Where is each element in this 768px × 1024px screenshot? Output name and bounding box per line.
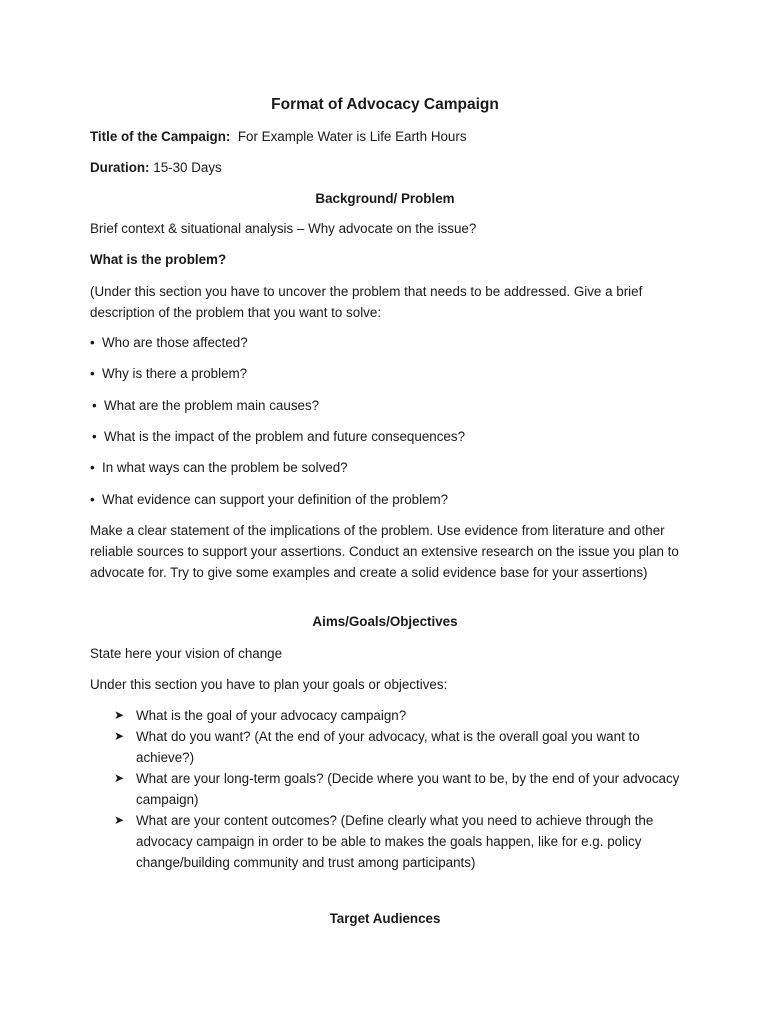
bullet-dot-icon: • [90, 335, 95, 350]
campaign-title-label: Title of the Campaign: [90, 129, 231, 144]
goals-list [114, 705, 680, 873]
what-is-problem-heading: What is the problem? [90, 252, 227, 267]
problem-bullet: • Why is there a problem? [90, 363, 680, 384]
arrow-bullet-icon: ➤ [114, 708, 125, 722]
bullet-dot-icon: • [92, 398, 97, 413]
section-heading-target: Target Audiences [329, 911, 441, 926]
brief-context-text: Brief context & situational analysis – Why advocate on the issue? [90, 221, 477, 236]
goal-item: ➤ What is the goal of your advocacy campaign? [114, 705, 680, 726]
section-heading-aims: Aims/Goals/Objectives [312, 614, 458, 629]
document-title: Format of Advocacy Campaign [271, 96, 499, 113]
duration-line [90, 157, 680, 178]
vision-text: State here your vision of change [90, 646, 283, 661]
campaign-title-value: For Example Water is Life Earth Hours [237, 129, 467, 144]
bullet-dot-icon: • [90, 492, 95, 507]
goal-item: ➤ What are your content outcomes? (Define clearly what you need to achieve through the advocacy campaign in order to be able to makes the goals happen, like for e.g. policy change/building community and trust among participants) [114, 810, 680, 873]
duration-value: 15-30 Days [153, 160, 222, 175]
duration-label: Duration: [90, 160, 150, 175]
problem-intro-paragraph: (Under this section you have to uncover the problem that needs to be addressed. Give a brief description of the problem that you want to solve: [90, 284, 643, 320]
bullet-dot-icon: • [92, 429, 97, 444]
bullet-dot-icon: • [90, 366, 95, 381]
bullet-dot-icon: • [90, 460, 95, 475]
campaign-title-line [90, 126, 680, 147]
arrow-bullet-icon: ➤ [114, 813, 125, 827]
clear-statement-paragraph: Make a clear statement of the implications of the problem. Use evidence from literature and other reliable sources to support your assertions. Conduct an extensive research on the issue you plan to advocate for. Try to give some examples and create a solid evidence base for your assertions) [90, 523, 679, 580]
problem-bullet: • Who are those affected? [90, 332, 680, 353]
goal-item: ➤ What do you want? (At the end of your advocacy, what is the overall goal you want to achieve?) [114, 726, 680, 768]
section-heading-background: Background/ Problem [315, 191, 455, 206]
arrow-bullet-icon: ➤ [114, 771, 125, 785]
problem-bullet: • What is the impact of the problem and future consequences? [92, 426, 682, 447]
problem-bullet: • What evidence can support your definition of the problem? [90, 489, 680, 510]
arrow-bullet-icon: ➤ [114, 729, 125, 743]
problem-bullet: • What are the problem main causes? [92, 395, 682, 416]
problem-bullet: • In what ways can the problem be solved? [90, 457, 680, 478]
goals-intro-text: Under this section you have to plan your goals or objectives: [90, 677, 448, 692]
goal-item: ➤ What are your long-term goals? (Decide where you want to be, by the end of your advocacy campaign) [114, 768, 680, 810]
